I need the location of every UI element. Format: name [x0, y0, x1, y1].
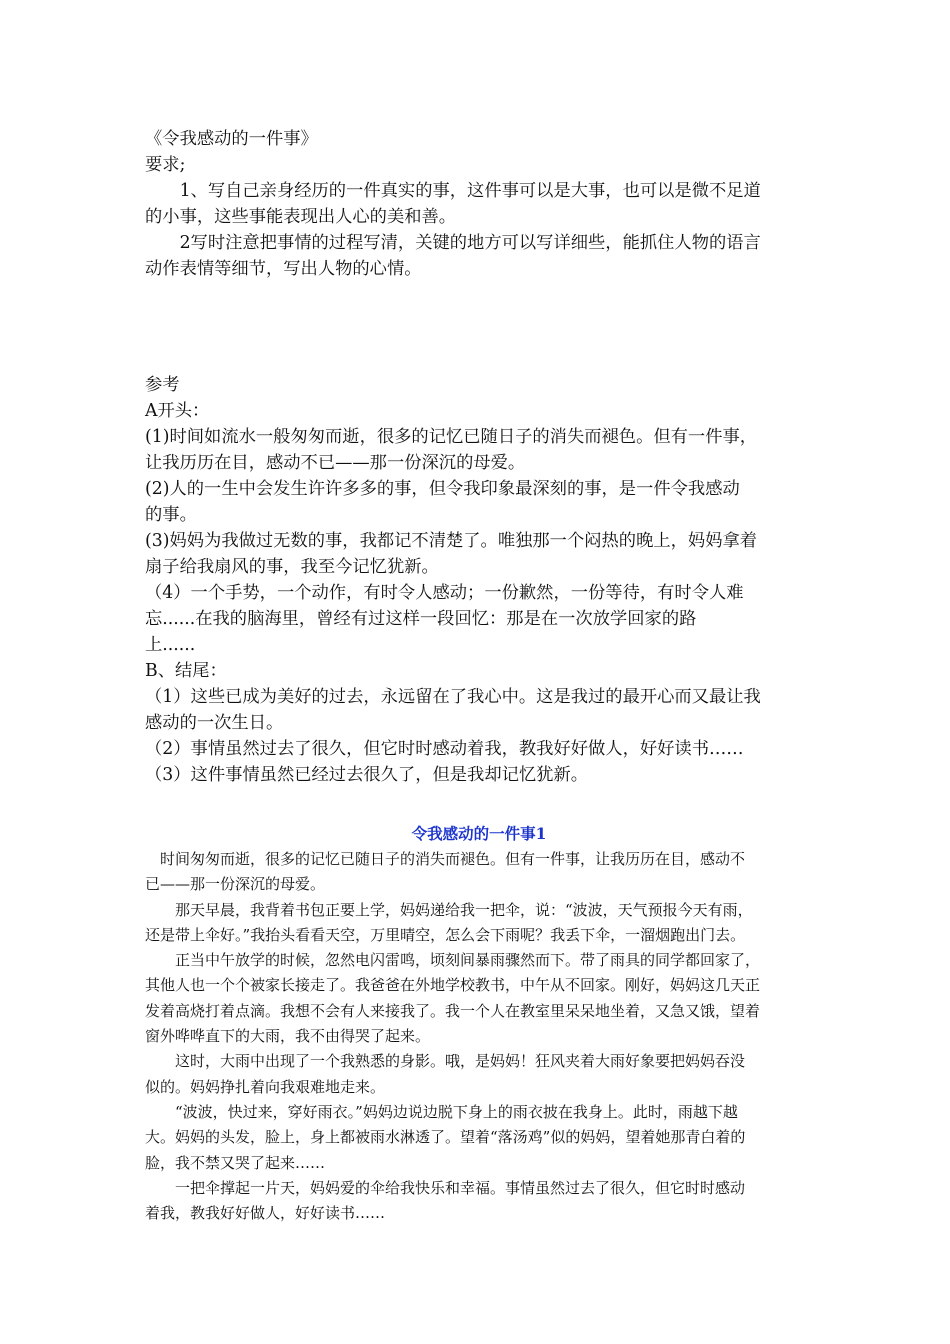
essay-line: 似的。妈妈挣扎着向我艰难地走来。 — [145, 1077, 386, 1096]
essay-line: 还是带上伞好。”我抬头看看天空，万里晴空，怎么会下雨呢？我丢下伞，一溜烟跑出门去。 — [145, 925, 746, 944]
essay-line: 着我，教我好好做人，好好读书…… — [145, 1204, 386, 1223]
essay-line: 一把伞撑起一片天，妈妈爱的伞给我快乐和幸福。事情虽然过去了很久，但它时时感动 — [145, 1178, 746, 1197]
essay-line: 时间匆匆而逝，很多的记忆已随日子的消失而褪色。但有一件事，让我历历在目，感动不 — [145, 850, 746, 868]
ending-label: B、结尾： — [145, 661, 227, 681]
essay-line: 发着高烧打着点滴。我想不会有人来接我了。我一个人在教室里呆呆地坐着，又急又饿，望着 — [145, 1001, 761, 1020]
essay-line: 这时，大雨中出现了一个我熟悉的身影。哦，是妈妈！狂风夹着大雨好象要把妈妈吞没 — [145, 1052, 746, 1071]
opening-line: (3)妈妈为我做过无数的事，我都记不清楚了。唯独那一个闷热的晚上，妈妈拿着 — [145, 531, 758, 551]
essay-body — [145, 847, 813, 1226]
requirement-line: 2写时注意把事情的过程写清，关键的地方可以写详细些，能抓住人物的语言 — [145, 233, 761, 253]
opening-line: (2)人的一生中会发生许许多多的事，但令我印象最深刻的事，是一件令我感动 — [145, 479, 740, 499]
opening-line: (1)时间如流水一般匆匆而逝，很多的记忆已随日子的消失而褪色。但有一件事， — [145, 427, 758, 447]
opening-line: 忘......在我的脑海里，曾经有过这样一段回忆：那是在一次放学回家的路 — [145, 609, 697, 629]
opening-line: 扇子给我扇风的事，我至今记忆犹新。 — [145, 557, 439, 577]
opening-line: （4）一个手势，一个动作，有时令人感动；一份歉然，一份等待，有时令人难 — [145, 583, 744, 603]
essay-line: 已——那一份深沉的母爱。 — [145, 875, 326, 894]
requirements-section — [145, 126, 813, 282]
reference-label: 参考 — [145, 375, 180, 395]
essay-title: 令我感动的一件事1 — [411, 824, 547, 843]
opening-line: 让我历历在目，感动不已——那一份深沉的母爱。 — [145, 453, 526, 473]
opening-line: 的事。 — [145, 505, 197, 525]
opening-label: A开头： — [145, 401, 210, 421]
essay-line: 窗外哗哗直下的大雨，我不由得哭了起来。 — [145, 1027, 431, 1046]
requirement-line: 1、写自己亲身经历的一件真实的事，这件事可以是大事，也可以是微不足道 — [145, 181, 761, 201]
ending-line: （1）这些已成为美好的过去，永远留在了我心中。这是我过的最开心而又最让我 — [145, 687, 761, 707]
essay-line: “波波，快过来，穿好雨衣。”妈妈边说边脱下身上的雨衣披在我身上。此时，雨越下越 — [145, 1102, 738, 1121]
essay-section — [145, 822, 813, 1226]
essay-line: 脸，我不禁又哭了起来…… — [145, 1153, 326, 1172]
essay-line: 正当中午放学的时候，忽然电闪雷鸣，顷刻间暴雨骤然而下。带了雨具的同学都回家了， — [145, 951, 761, 970]
essay-line: 其他人也一个个被家长接走了。我爸爸在外地学校教书，中午从不回家。刚好，妈妈这几天正 — [145, 976, 761, 995]
essay-line: 那天早晨，我背着书包正要上学，妈妈递给我一把伞，说：“波波，天气预报今天有雨， — [145, 900, 753, 919]
opening-line: 上...... — [145, 635, 196, 655]
ending-line: （2）事情虽然过去了很久，但它时时感动着我，教我好好做人，好好读书…… — [145, 739, 744, 759]
requirements-label: 要求; — [145, 155, 186, 175]
reference-section — [145, 372, 813, 788]
document-title: 《令我感动的一件事》 — [145, 129, 318, 149]
requirement-line: 的小事，这些事能表现出人心的美和善。 — [145, 207, 457, 227]
ending-line: （3）这件事情虽然已经过去很久了，但是我却记忆犹新。 — [145, 765, 589, 785]
requirement-line: 动作表情等细节，写出人物的心情。 — [145, 259, 422, 279]
ending-line: 感动的一次生日。 — [145, 713, 284, 733]
essay-line: 大。妈妈的头发，脸上，身上都被雨水淋透了。望着“落汤鸡”似的妈妈，望着她那青白着的 — [145, 1128, 746, 1147]
